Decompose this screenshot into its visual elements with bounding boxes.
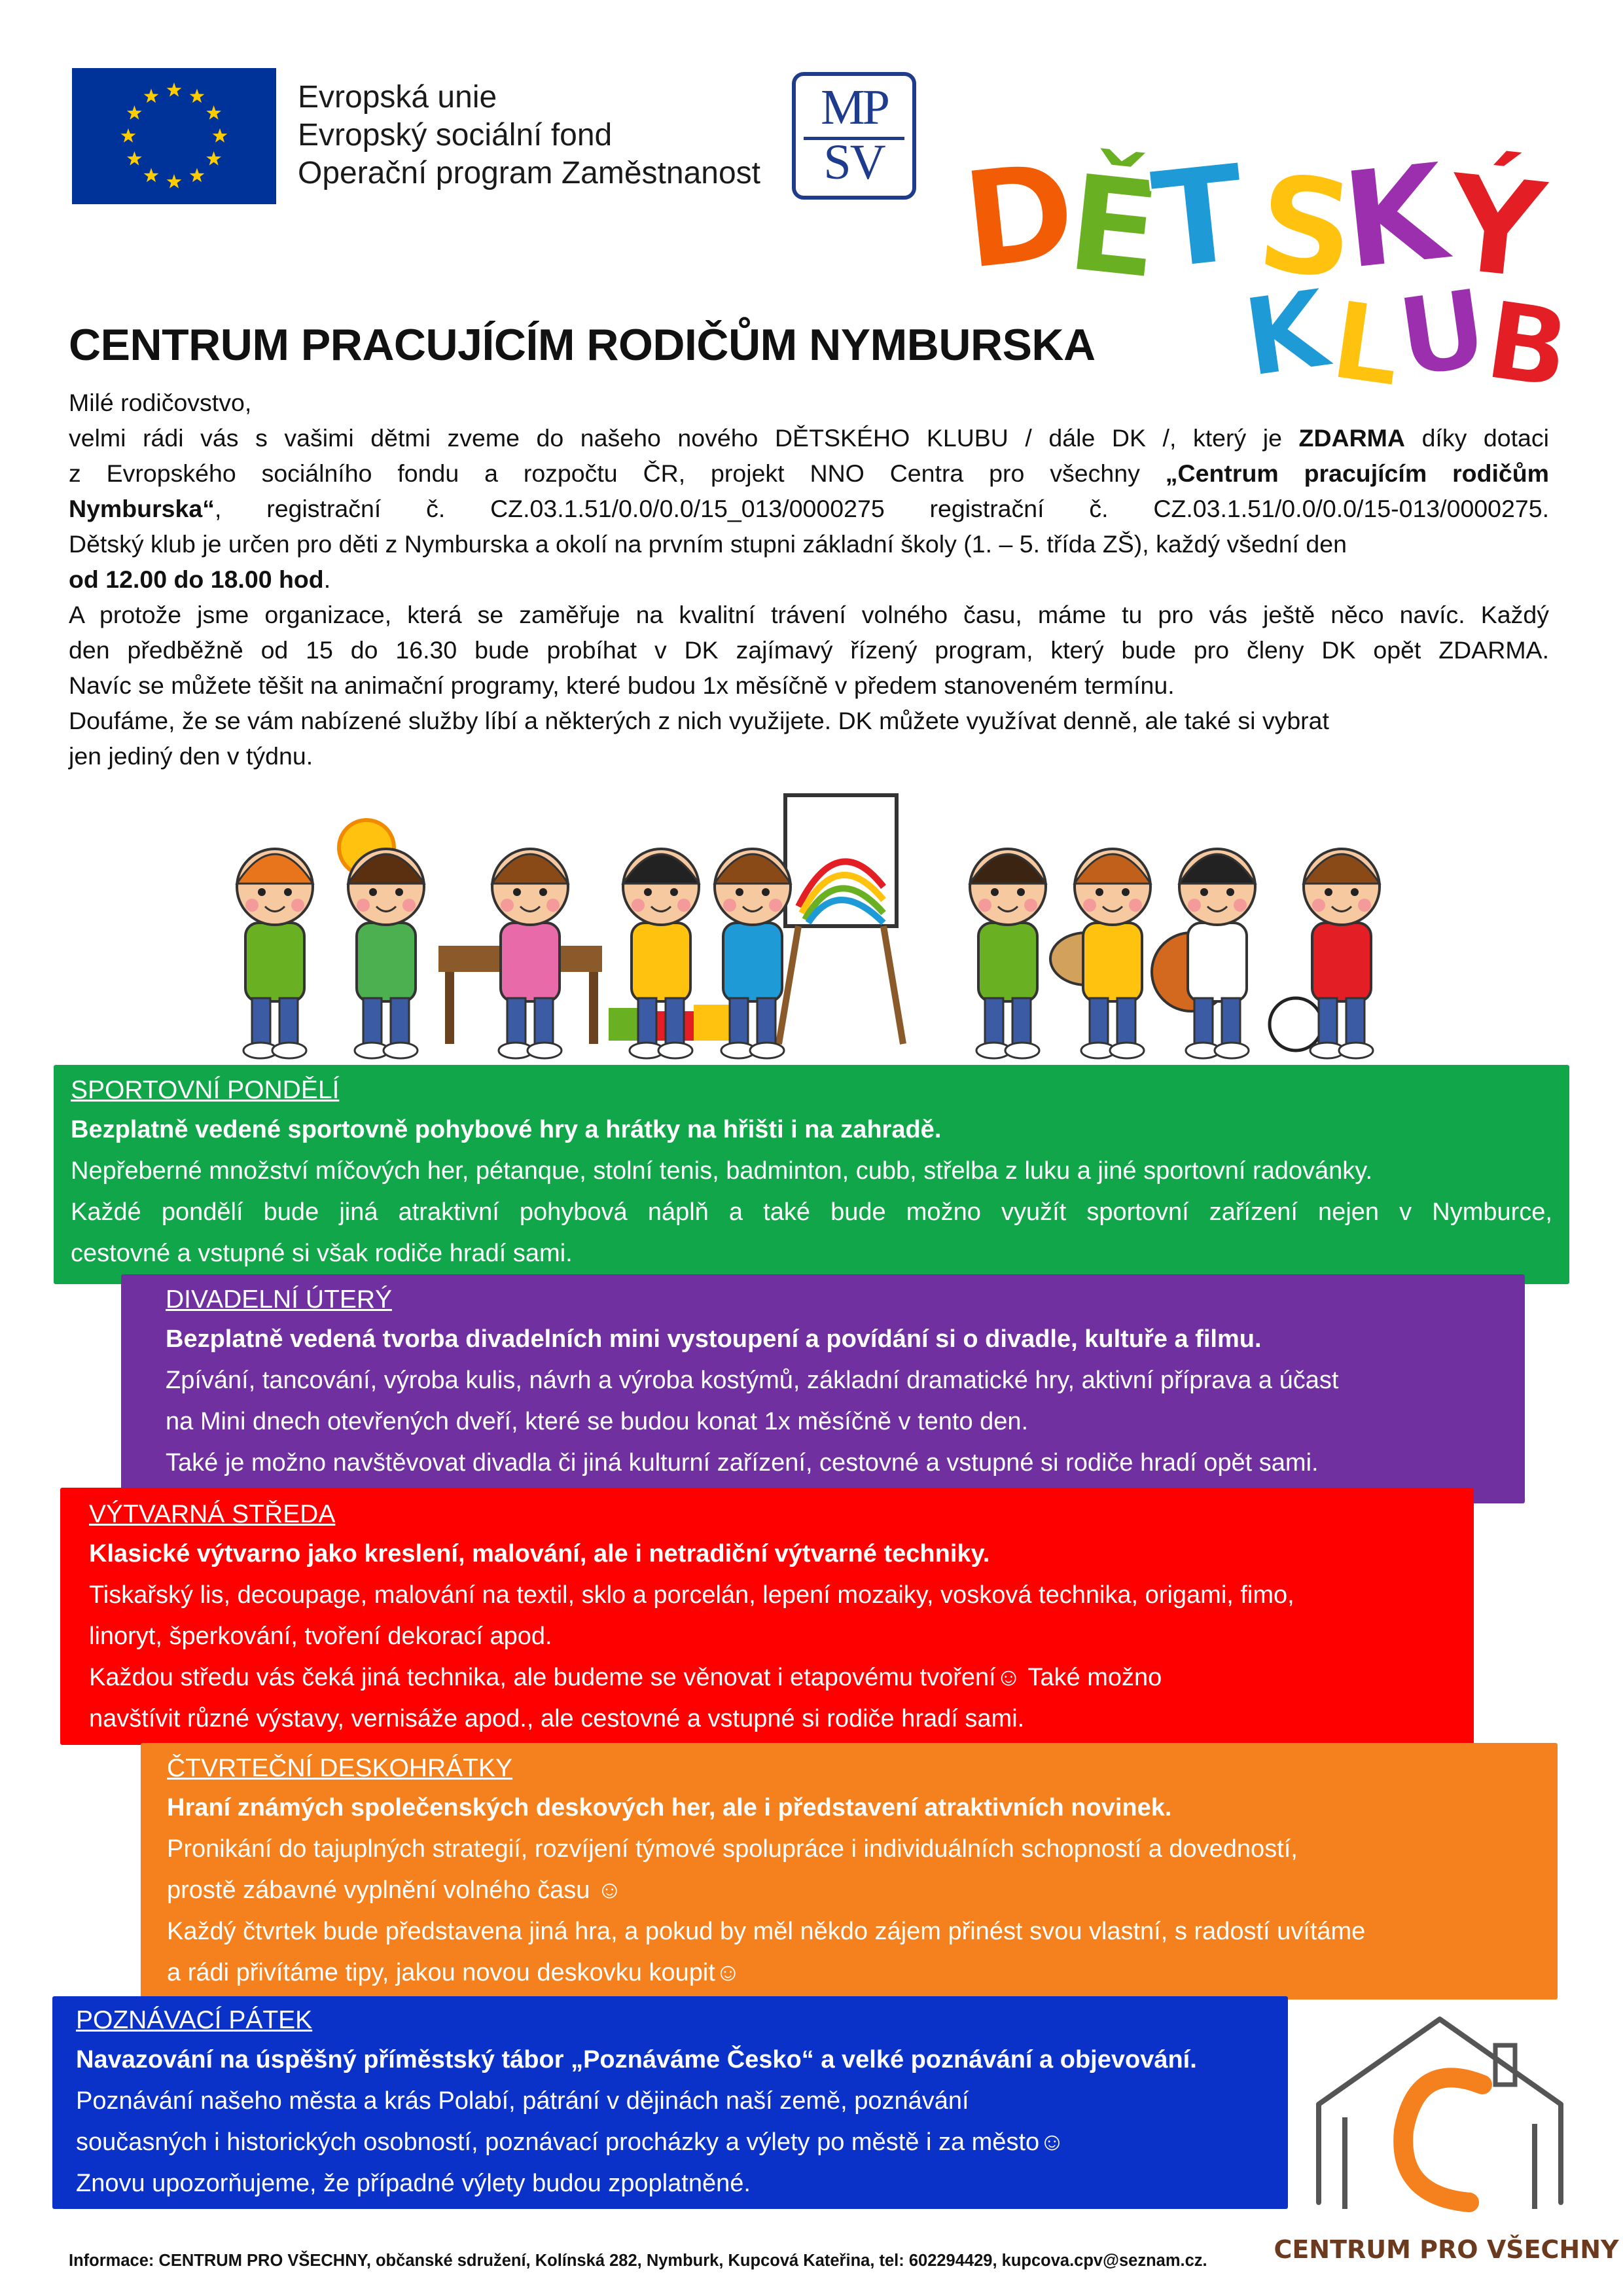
wednesday-line-4: navštívit různé výstavy, vernisáže apod., ale cestovné a vstupné si rodiče hradí sami. xyxy=(89,1705,1025,1732)
cartoon-child xyxy=(237,849,313,1058)
tuesday-line-3: Také je možno navštěvovat divadla či jiná kulturní zařízení, cestovné a vstupné si rodiče hradí opět sami. xyxy=(166,1449,1319,1477)
friday-line-3: Znovu upozorňujeme, že případné výlety budou zpoplatněné. xyxy=(76,2170,751,2197)
intro-greeting: Milé rodičovstvo, xyxy=(69,389,252,416)
mpsv-logo-top: MP xyxy=(821,80,887,135)
cpv-logo-text: CENTRUM PRO VŠECHNY xyxy=(1274,2235,1619,2264)
thursday-box xyxy=(141,1743,1558,2000)
klub-logo-letter: D xyxy=(955,134,1083,300)
intro-p2-line1: A protože jsme organizace, která se zaměřuje na kvalitní trávení volného času, máme tu pro vás ještě něco navíc. Každý xyxy=(69,601,1549,628)
intro-p1-line4: Dětský klub je určen pro děti z Nymburska a okolí na prvním stupni základní školy (1. – 5. třída ZŠ), každý všední den xyxy=(69,530,1347,558)
thursday-title: ČTVRTEČNÍ DESKOHRÁTKY xyxy=(167,1754,513,1782)
eu-line-2: Evropský sociální fond xyxy=(298,118,613,152)
intro-p3-line1: Doufáme, že se vám nabízené služby líbí a některých z nich využijete. DK můžete využívat denně, ale také si vybrat xyxy=(69,707,1329,734)
eu-line-1: Evropská unie xyxy=(298,80,497,115)
intro-p2-line3: Navíc se můžete těšit na animační programy, které budou 1x měsíčně v předem stanoveném termínu. xyxy=(69,672,1175,699)
thursday-subtitle: Hraní známých společenských deskových her, ale i představení atraktivních novinek. xyxy=(167,1794,1172,1821)
monday-subtitle: Bezplatně vedené sportovně pohybové hry a hrátky na hřišti i na zahradě. xyxy=(71,1116,942,1143)
children-illustration xyxy=(190,789,1466,1064)
klub-logo-letter: L xyxy=(1323,277,1410,412)
intro-p1-line2: z Evropského sociálního fondu a rozpočtu ČR, projekt NNO Centra pro všechny „Centrum pracujícím rodičům xyxy=(69,459,1549,487)
klub-logo-letter: T xyxy=(1145,135,1253,300)
eu-program-text xyxy=(298,79,760,192)
wednesday-line-1: Tiskařský lis, decoupage, malování na textil, sklo a porcelán, lepení mozaiky, vosková technika, origami, fimo, xyxy=(89,1581,1294,1609)
tuesday-line-2: na Mini dnech otevřených dveří, které se budou konat 1x měsíčně v tento den. xyxy=(166,1408,1029,1435)
cartoon-child xyxy=(348,849,424,1058)
mpsv-logo-bottom: SV xyxy=(823,135,885,190)
cartoon-child xyxy=(492,849,568,1058)
easel-drawing xyxy=(779,795,903,1044)
klub-logo-letter: B xyxy=(1478,277,1577,414)
tuesday-line-1: Zpívání, tancování, výroba kulis, návrh a výroba kostýmů, základní dramatické hry, aktivní příprava a účast xyxy=(166,1367,1339,1394)
wednesday-line-3: Každou středu vás čeká jiná technika, ale budeme se věnovat i etapovému tvoření☺ Také možno xyxy=(89,1664,1162,1691)
thursday-line-4: a rádi přivítáme tipy, jakou novou deskovku koupit☺ xyxy=(167,1959,741,1986)
monday-line-2: Každé pondělí bude jiná atraktivní pohybová náplň a také bude možno využít sportovní zařízení nejen v Nymburce, xyxy=(71,1198,1552,1226)
friday-title: POZNÁVACÍ PÁTEK xyxy=(76,2006,313,2034)
eu-line-3: Operační program Zaměstnanost xyxy=(298,156,760,190)
friday-box xyxy=(52,1996,1288,2209)
monday-line-3: cestovné a vstupné si však rodiče hradí sami. xyxy=(71,1240,573,1267)
monday-line-1: Nepřeberné množství míčových her, pétanque, stolní tenis, badminton, cubb, střelba z luku a jiné sportovní radovánky. xyxy=(71,1157,1373,1185)
friday-subtitle: Navazování na úspěšný příměstský tábor „Poznáváme Česko“ a velké poznávání a objevování. xyxy=(76,2046,1197,2073)
thursday-line-2: prostě zábavné vyplnění volného času ☺ xyxy=(167,1876,622,1904)
wednesday-box xyxy=(60,1488,1474,1745)
tuesday-subtitle: Bezplatně vedená tvorba divadelních mini vystoupení a povídání si o divadle, kultuře a filmu. xyxy=(166,1325,1262,1353)
football xyxy=(1270,998,1322,1050)
intro-p1-line5: od 12.00 do 18.00 hod. xyxy=(69,565,331,593)
eu-flag-logo xyxy=(72,68,276,204)
intro-p1-line3: Nymburska“, registrační č. CZ.03.1.51/0.0/0.0/15_013/0000275 registrační č. CZ.03.1.51/0.0/0.0/15-013/0000275. xyxy=(69,495,1549,522)
intro-p3-line2: jen jediný den v týdnu. xyxy=(69,742,313,770)
monday-title: SPORTOVNÍ PONDĚLÍ xyxy=(71,1076,340,1104)
intro-text xyxy=(69,385,1549,774)
intro-p2-line2: den předběžně od 15 do 16.30 bude probíhat v DK zajímavý řízený program, který bude pro členy DK opět ZDARMA. xyxy=(69,636,1549,664)
klub-logo-letter: K xyxy=(1335,134,1455,300)
klub-logo-letter: S xyxy=(1249,145,1363,311)
klub-logo-letter: Ý xyxy=(1439,145,1553,311)
friday-line-2: současných i historických osobností, poznávací procházky a výlety po městě i za město☺ xyxy=(76,2128,1065,2156)
mpsv-logo xyxy=(792,72,916,200)
centrum-pro-vsechny-logo xyxy=(1274,2006,1619,2268)
wednesday-title: VÝTVARNÁ STŘEDA xyxy=(89,1500,336,1528)
cartoon-child xyxy=(1075,849,1150,1058)
wednesday-line-2: linoryt, šperkování, tvoření dekorací apod. xyxy=(89,1623,552,1650)
cartoon-child xyxy=(970,849,1046,1058)
monday-box xyxy=(54,1065,1569,1284)
page-title: CENTRUM PRACUJÍCÍM RODIČŮM NYMBURSKA xyxy=(69,320,1096,370)
cartoon-child xyxy=(1179,849,1255,1058)
klub-logo-letter: K xyxy=(1236,265,1337,402)
intro-p1-line1: velmi rádi vás s vašimi dětmi zveme do našeho nového DĚTSKÉHO KLUBU / dále DK /, který je ZDARMA díky dotaci xyxy=(69,424,1549,452)
footer-contact: Informace: CENTRUM PRO VŠECHNY, občanské sdružení, Kolínská 282, Nymburk, Kupcová Kateřina, tel: 602294429, kupcova.cpv@seznam.cz. xyxy=(69,2251,1207,2270)
friday-line-1: Poznávání našeho města a krás Polabí, pátrání v dějinách naší země, poznávání xyxy=(76,2087,969,2115)
wednesday-subtitle: Klasické výtvarno jako kreslení, malování, ale i netradiční výtvarné techniky. xyxy=(89,1540,990,1568)
thursday-line-1: Pronikání do tajuplných strategií, rozvíjení týmové spolupráce i individuálních schopností a dovedností, xyxy=(167,1835,1298,1863)
klub-logo-letter: Ě xyxy=(1060,145,1168,310)
tuesday-title: DIVADELNÍ ÚTERÝ xyxy=(166,1285,393,1314)
klub-logo-letter: U xyxy=(1390,264,1495,402)
tuesday-box xyxy=(121,1274,1525,1503)
thursday-line-3: Každý čtvrtek bude představena jiná hra, a pokud by měl někdo zájem přinést svou vlastní, s radostí uvítáme xyxy=(167,1918,1366,1945)
